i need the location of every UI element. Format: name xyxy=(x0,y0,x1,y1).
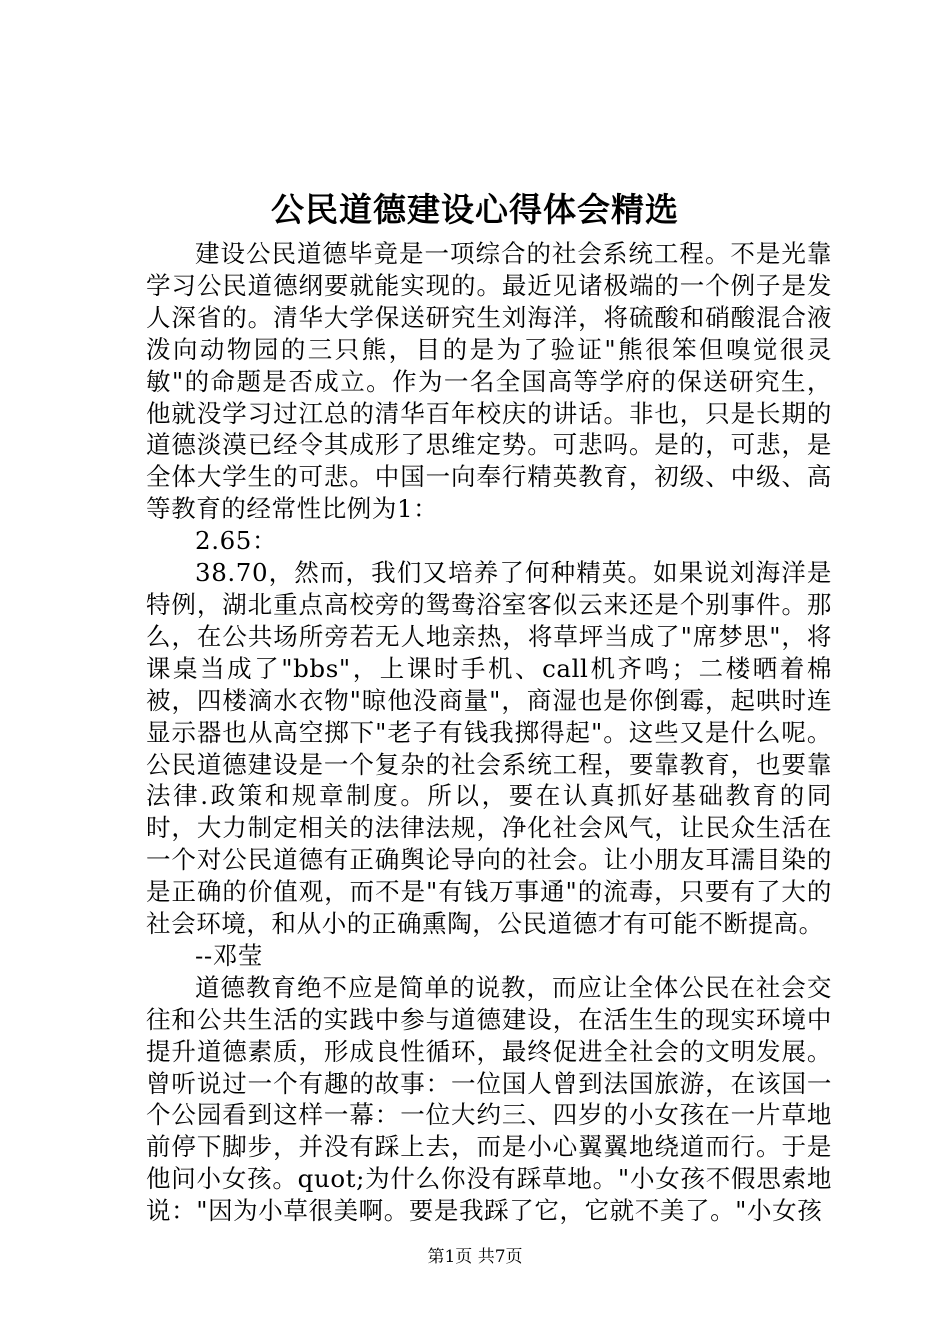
paragraph: 建设公民道德毕竟是一项综合的社会系统工程。不是光靠学习公民道德纲要就能实现的。最近见诸极端的一个例子是发人深省的。清华大学保送研究生刘海洋，将硫酸和硝酸混合液泼向动物园的三只熊，目的是为了验证"熊很笨但嗅觉很灵敏"的命题是否成立。作为一名全国高等学府的保送研究生，他就没学习过江总的清华百年校庆的讲话。非也，只是长期的道德淡漠已经令其成形了思维定势。可悲吗。是的，可悲，是全体大学生的可悲。中国一向奉行精英教育，初级、中级、高等教育的经常性比例为1： xyxy=(146,239,832,524)
document-body xyxy=(146,238,832,1227)
paragraph: 2.65： xyxy=(195,526,278,556)
page-number: 第1页 共7页 xyxy=(427,1247,523,1267)
paragraph: 道德教育绝不应是简单的说教，而应让全体公民在社会交往和公共生活的实践中参与道德建设，在活生生的现实环境中提升道德素质，形成良性循环，最终促进全社会的文明发展。曾听说过一个有趣的故事：一位国人曾到法国旅游，在该国一个公园看到这样一幕：一位大约三、四岁的小女孩在一片草地前停下脚步，并没有踩上去，而是小心翼翼地绕道而行。于是他问小女孩。quot;为什么你没有踩草地。"小女孩不假思索地说："因为小草很美啊。要是我踩了它，它就不美了。"小女孩 xyxy=(146,972,832,1226)
author-signature: --邓莹 xyxy=(195,940,263,970)
paragraph: 38.70，然而，我们又培养了何种精英。如果说刘海洋是特例，湖北重点高校旁的鸳鸯浴室客似云来还是个别事件。那么，在公共场所旁若无人地亲热，将草坪当成了"席梦思"，将课桌当成了"bbs"，上课时手机、call机齐鸣；二楼晒着棉被，四楼滴水衣物"晾他没商量"，商湿也是你倒霉，起哄时连显示器也从高空掷下"老子有钱我掷得起"。这些又是什么呢。公民道德建设是一个复杂的社会系统工程，要靠教育，也要靠法律.政策和规章制度。所以，要在认真抓好基础教育的同时，大力制定相关的法律法规，净化社会风气，让民众生活在一个对公民道德有正确舆论导向的社会。让小朋友耳濡目染的是正确的价值观，而不是"有钱万事通"的流毒，只要有了大的社会环境，和从小的正确熏陶，公民道德才有可能不断提高。 xyxy=(146,558,832,939)
document-title: 公民道德建设心得体会精选 xyxy=(271,190,679,229)
